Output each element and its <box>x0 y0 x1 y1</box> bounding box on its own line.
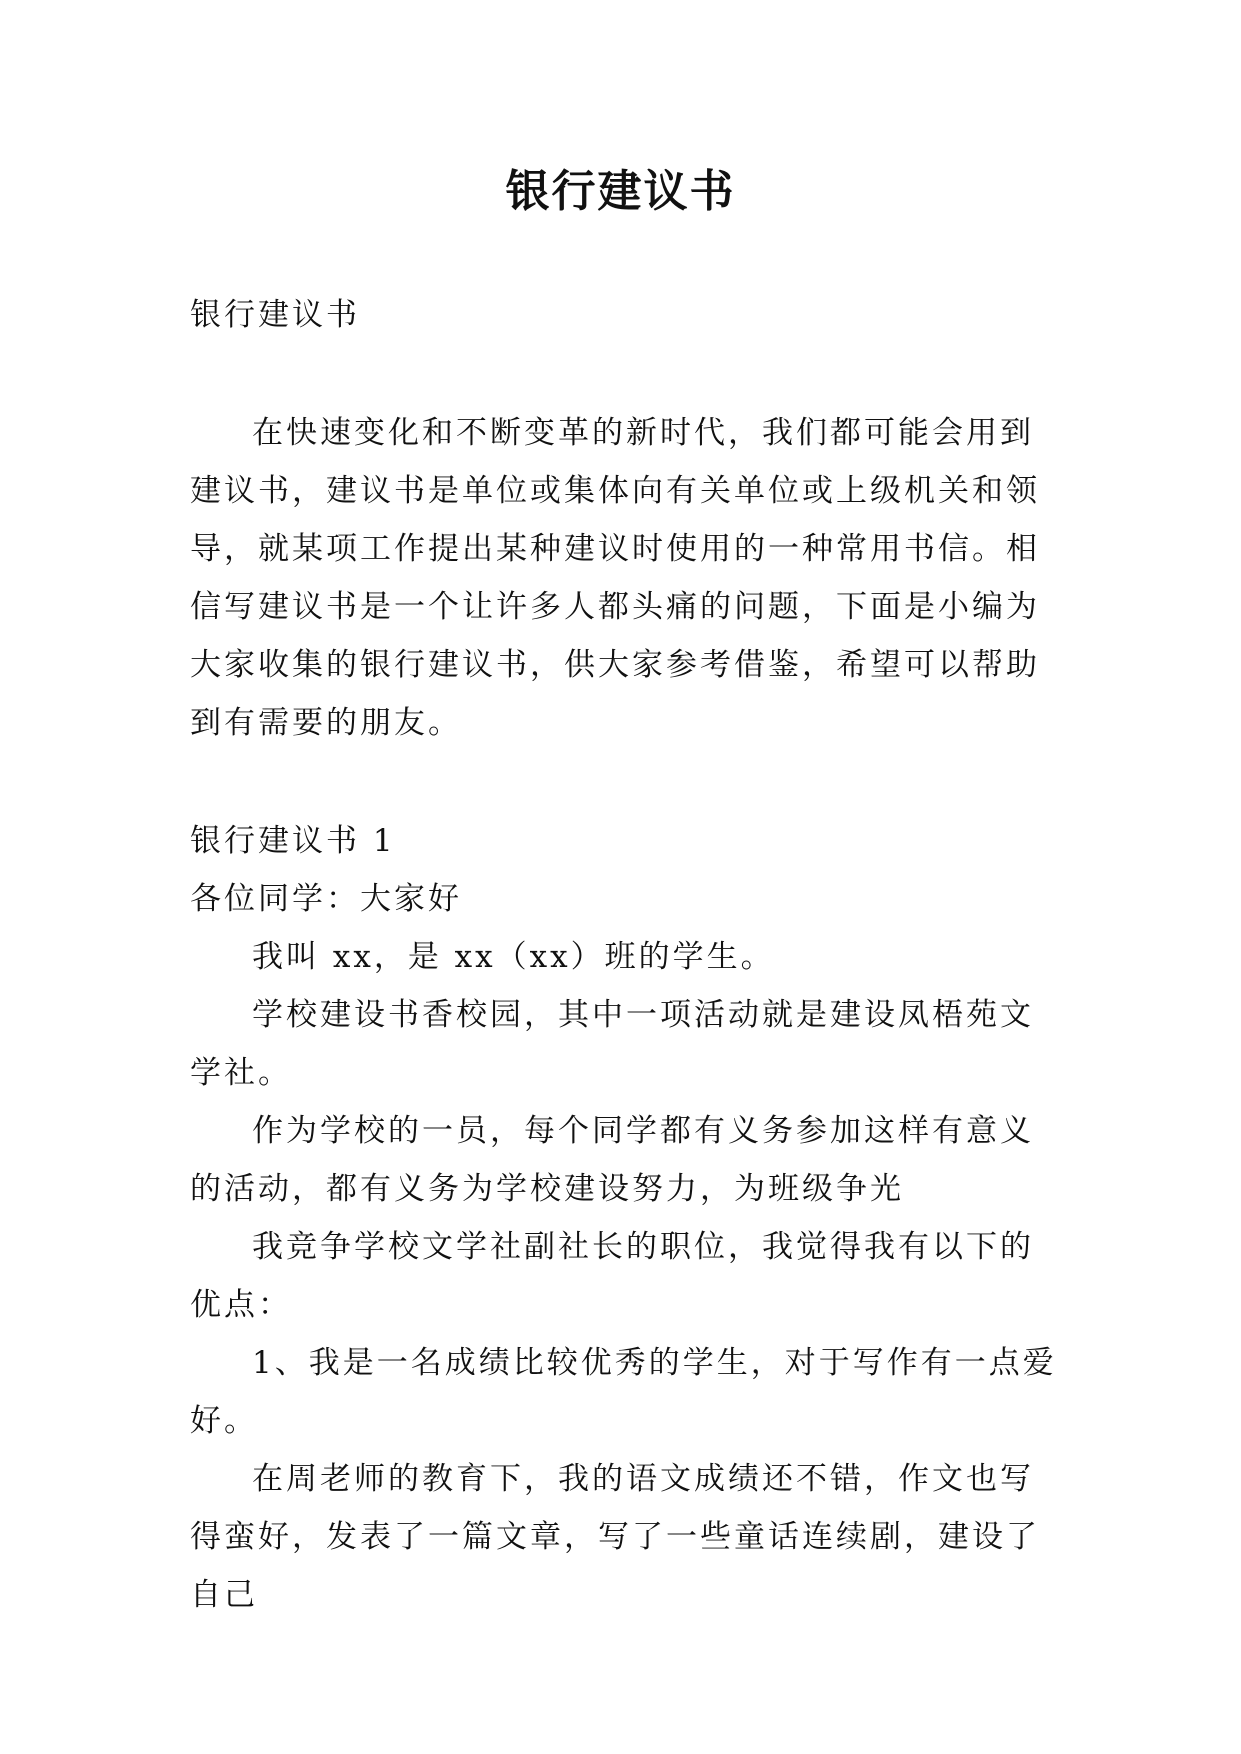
document-subtitle: 银行建议书 <box>190 297 360 333</box>
body-paragraph: 1、我是一名成绩比较优秀的学生，对于写作有一点爱好。 <box>190 1345 1057 1439</box>
intro-paragraph: 在快速变化和不断变革的新时代，我们都可能会用到建议书，建议书是单位或集体向有关单位或上级机关和领导，就某项工作提出某种建议时使用的一种常用书信。相信写建议书是一个让许多人都头痛的问题，下面是小编为大家收集的银行建议书，供大家参考借鉴，希望可以帮助到有需要的朋友。 <box>190 415 1040 741</box>
greeting: 各位同学：大家好 <box>190 881 462 917</box>
body-paragraph: 作为学校的一员，每个同学都有义务参加这样有意义的活动，都有义务为学校建设努力，为班级争光 <box>190 1113 1034 1207</box>
body-paragraph: 我叫 xx，是 xx（xx）班的学生。 <box>252 939 775 975</box>
document-body <box>190 286 1060 1624</box>
body-paragraph: 学校建设书香校园，其中一项活动就是建设凤梧苑文学社。 <box>190 997 1034 1091</box>
section-heading: 银行建议书 1 <box>190 823 396 859</box>
document-title: 银行建议书 <box>505 166 736 217</box>
body-paragraph: 我竞争学校文学社副社长的职位，我觉得我有以下的优点： <box>190 1229 1034 1323</box>
body-paragraph: 在周老师的教育下，我的语文成绩还不错，作文也写得蛮好，发表了一篇文章，写了一些童话连续剧，建设了自己 <box>190 1461 1040 1613</box>
